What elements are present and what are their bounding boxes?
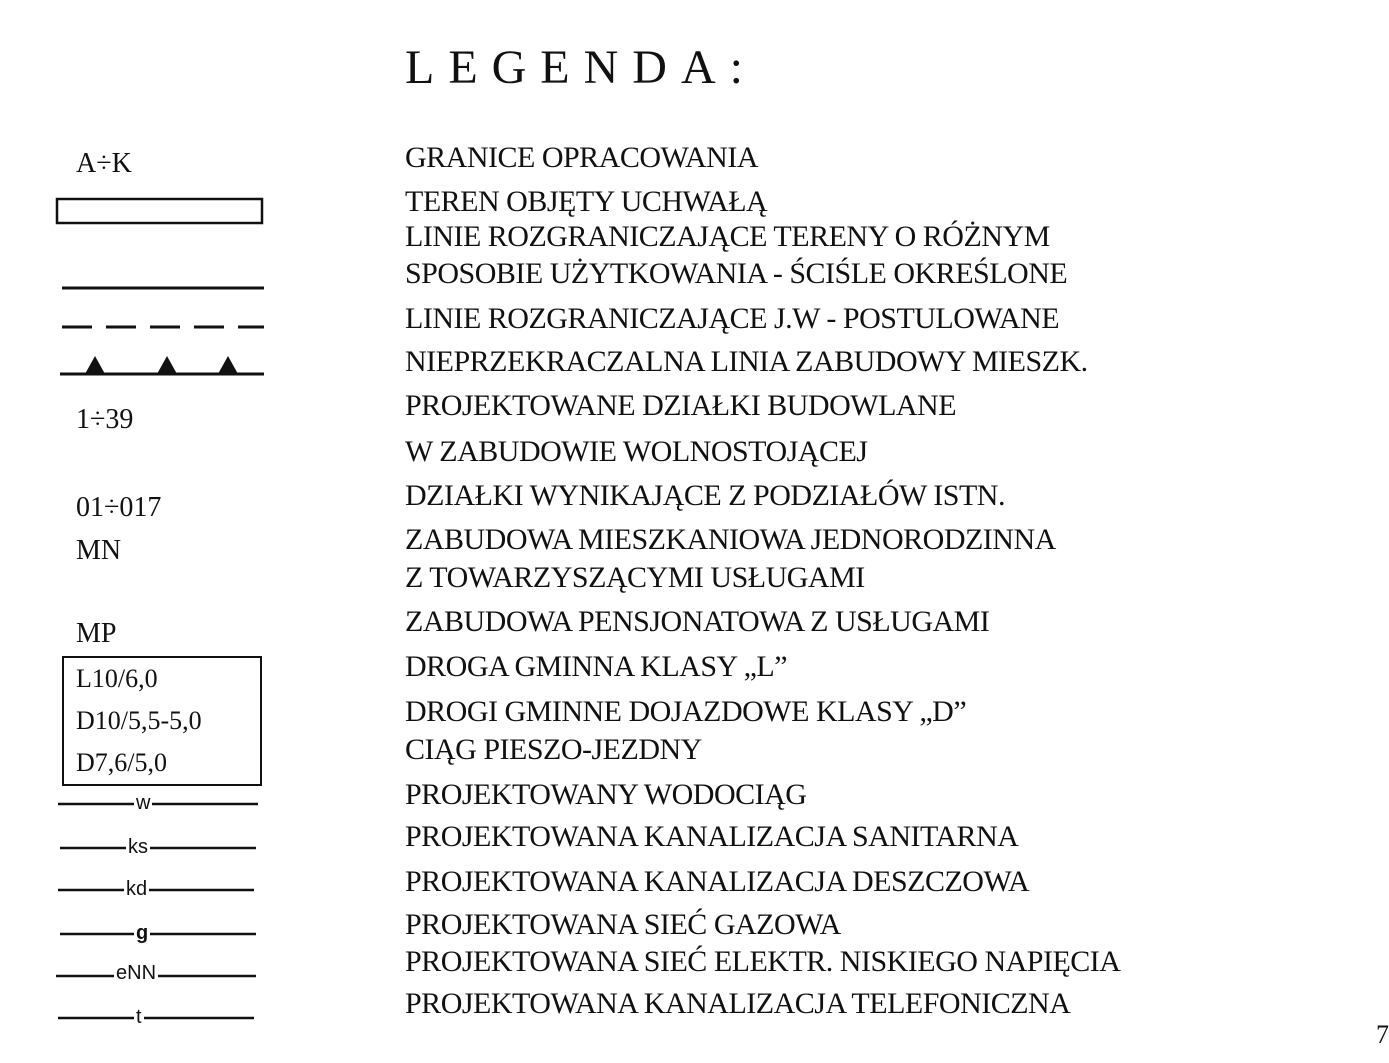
plots-code: 1÷39 — [76, 404, 134, 435]
legend-item-5: LINIE ROZGRANICZAJĄCE J.W - POSTULOWANE — [405, 302, 1060, 335]
sanitary-line-label: ks — [128, 836, 148, 858]
mp-code: MP — [76, 618, 117, 649]
legend-item-15: CIĄG PIESZO-JEZDNY — [405, 733, 702, 766]
legend-item-11: Z TOWARZYSZĄCYMI USŁUGAMI — [405, 561, 865, 594]
legend-item-14: DROGI GMINNE DOJAZDOWE KLASY „D” — [405, 695, 967, 728]
legend-item-8: W ZABUDOWIE WOLNOSTOJĄCEJ — [405, 435, 868, 468]
existing-plots-code: 01÷017 — [76, 492, 162, 523]
road-class-box — [62, 656, 262, 786]
telecom-line-label: t — [136, 1006, 142, 1028]
legend-item-2: TEREN OBJĘTY UCHWAŁĄ — [405, 185, 768, 218]
sanitary-line-symbol — [58, 838, 258, 858]
gas-line-symbol — [58, 924, 258, 944]
mn-code: MN — [76, 535, 122, 566]
legend-item-7: PROJEKTOWANE DZIAŁKI BUDOWLANE — [405, 389, 957, 422]
legend-item-21: PROJEKTOWANA KANALIZACJA TELEFONICZNA — [405, 987, 1071, 1020]
legend-item-13: DROGA GMINNA KLASY „L” — [405, 650, 788, 683]
water-line-symbol — [56, 794, 260, 814]
legend-item-20: PROJEKTOWANA SIEĆ ELEKTR. NISKIEGO NAPIĘCIA — [405, 945, 1121, 978]
legend-item-19: PROJEKTOWANA SIEĆ GAZOWA — [405, 908, 841, 941]
road-l-code: L10/6,0 — [76, 664, 158, 693]
legend-item-3: LINIE ROZGRANICZAJĄCE TERENY O RÓŻNYM — [405, 220, 1050, 253]
dashed-line-symbol — [60, 321, 266, 333]
legend-item-16: PROJEKTOWANY WODOCIĄG — [405, 778, 807, 811]
gas-line-label: g — [136, 922, 149, 944]
electric-line-label: eNN — [116, 962, 157, 984]
legend-item-9: DZIAŁKI WYNIKAJĄCE Z PODZIAŁÓW ISTN. — [405, 479, 1005, 512]
page-mark: 7 — [1376, 1020, 1389, 1049]
resolution-area-symbol — [55, 196, 265, 228]
water-line-label: w — [136, 792, 151, 814]
telecom-line-symbol — [56, 1008, 256, 1028]
road-d-code: D10/5,5-5,0 — [76, 706, 202, 735]
legend-item-6: NIEPRZEKRACZALNA LINIA ZABUDOWY MIESZK. — [405, 345, 1088, 378]
legend-item-1: GRANICE OPRACOWANIA — [405, 141, 759, 174]
boundary-code: A÷K — [76, 148, 132, 179]
legend-item-18: PROJEKTOWANA KANALIZACJA DESZCZOWA — [405, 865, 1030, 898]
solid-line-symbol — [60, 282, 266, 294]
storm-line-label: kd — [126, 878, 148, 900]
legend-title: LEGENDA: — [405, 41, 757, 94]
legend-item-17: PROJEKTOWANA KANALIZACJA SANITARNA — [405, 820, 1019, 853]
storm-line-symbol — [56, 880, 256, 900]
legend-item-10: ZABUDOWA MIESZKANIOWA JEDNORODZINNA — [405, 523, 1056, 556]
road-cpj-code: D7,6/5,0 — [76, 748, 167, 777]
legend-item-12: ZABUDOWA PENSJONATOWA Z USŁUGAMI — [405, 605, 990, 638]
legend-item-4: SPOSOBIE UŻYTKOWANIA - ŚCIŚLE OKREŚLONE — [405, 257, 1068, 290]
building-line-symbol — [58, 346, 268, 380]
